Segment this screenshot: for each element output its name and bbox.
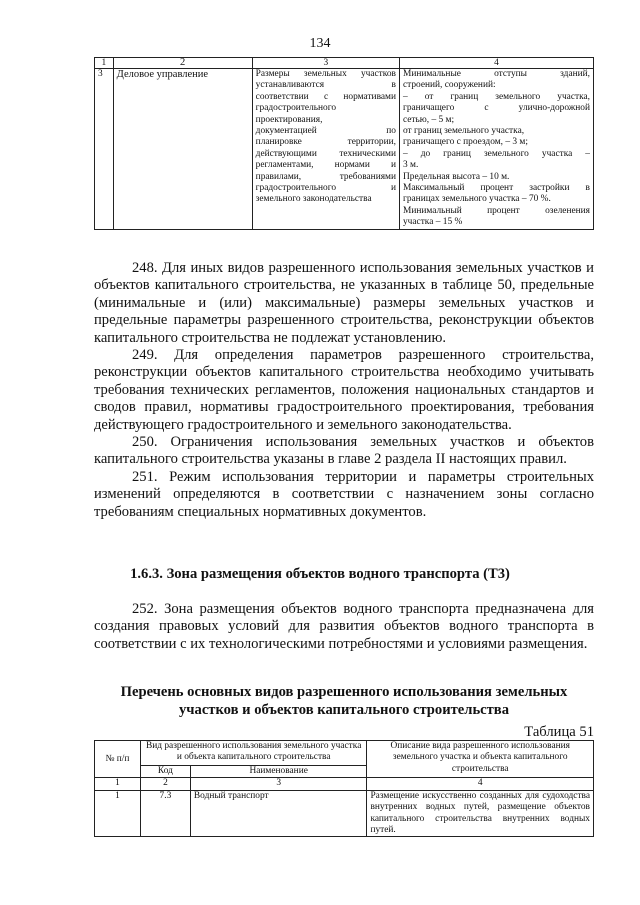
header-cell: 1 — [95, 58, 114, 69]
list-title — [94, 683, 594, 719]
text-line: – до границ земельного участка – — [402, 148, 590, 159]
table-row — [95, 790, 594, 837]
table-row — [95, 69, 594, 230]
row-number: 1 — [95, 790, 141, 837]
header-cell: 3 — [252, 58, 399, 69]
table-header-row — [95, 741, 594, 766]
land-size-rules — [252, 69, 399, 230]
text-line: действующими техническими — [255, 148, 396, 159]
use-description: Размещение искусственно созданных для судоходства внутренних водных путей, размещение объектов капитального строительства внутренних водных путей. — [367, 790, 594, 837]
header-name: Наименование — [190, 766, 367, 778]
text-line: строений, сооружений: — [402, 80, 496, 91]
text-line: 3 м. — [402, 160, 419, 171]
text-line: планировке территории, — [255, 137, 396, 148]
header-kind: Вид разрешенного использования земельного участка и объекта капитального строительства — [140, 741, 367, 766]
use-code: 7.3 — [140, 790, 190, 837]
table-51-label: Таблица 51 — [524, 724, 594, 740]
use-name: Деловое управление — [113, 69, 252, 230]
text-line: правилами, требованиями — [255, 171, 396, 182]
index-cell: 4 — [367, 778, 594, 790]
text-line: граничащего с проездом, – 3 м; — [402, 137, 528, 148]
header-cell: 4 — [399, 58, 593, 69]
index-cell: 3 — [190, 778, 367, 790]
text-line: регламентами, нормами и — [255, 160, 396, 171]
paragraph-252: 252. Зона размещения объектов водного транспорта предназначена для создания правовых условий для развития объектов водного транспорта в соответствии с их технологическими потребностями и условиями размещения. — [94, 601, 594, 652]
text-line: границах земельного участка – 70 %. — [402, 194, 551, 205]
text-line: Минимальные отступы зданий, — [402, 69, 590, 79]
index-cell: 1 — [95, 778, 141, 790]
table-header-row — [95, 58, 594, 69]
text-line: земельного законодательства — [255, 194, 372, 205]
index-cell: 2 — [140, 778, 190, 790]
use-name: Водный транспорт — [190, 790, 367, 837]
text-line: градостроительного и — [255, 183, 396, 194]
text-line: Предельная высота – 10 м. — [402, 171, 510, 182]
section-heading: 1.6.3. Зона размещения объектов водного транспорта (Т3) — [130, 566, 510, 582]
table-50 — [94, 57, 594, 230]
text-line: устанавливаются в — [255, 80, 396, 91]
text-line: градостроительного — [255, 103, 337, 114]
text-line: документацией по — [255, 126, 396, 137]
text-line: проектирования, — [255, 114, 323, 125]
header-cell: 2 — [113, 58, 252, 69]
list-title-line: Перечень основных видов разрешенного использования земельных — [120, 684, 568, 700]
text-line: от границ земельного участка, — [402, 126, 525, 137]
paragraph-248: 248. Для иных видов разрешенного использования земельных участков и объектов капитального строительства, не указанных в таблице 50, предельные (минимальные и (или) максимальные) размеры земельных участков и предельные параметры разрешенного строительства, реконструкции объектов капитального строительства не подлежат установлению. — [94, 260, 594, 346]
table-index-row — [95, 778, 594, 790]
text-line: сетью, – 5 м; — [402, 114, 455, 125]
row-number: 3 — [95, 69, 114, 230]
paragraph-250: 250. Ограничения использования земельных участков и объектов капитального строительства указаны в главе 2 раздела II настоящих правил. — [94, 434, 594, 468]
text-line: участка – 15 % — [402, 217, 463, 228]
text-line: граничащего с улично-дорожной — [402, 103, 590, 114]
header-desc: Описание вида разрешенного использования земельного участка и объекта капитального строительства — [367, 741, 594, 778]
paragraphs-block — [94, 260, 594, 521]
building-parameters — [399, 69, 593, 230]
table-51 — [94, 740, 594, 837]
text-line: соответствии с нормативами — [255, 91, 396, 102]
list-title-line: участков и объектов капитального строительства — [179, 702, 509, 718]
text-line: Минимальный процент озеленения — [402, 205, 590, 216]
text-line: Размеры земельных участков — [255, 69, 396, 79]
page-number: 134 — [309, 36, 331, 51]
paragraph-249: 249. Для определения параметров разрешенного строительства, реконструкции объектов капитального строительства необходимо учитывать требования технических регламентов, положения национальных стандартов и сводов правил, нормативы градостроительного проектирования, требования действующего градостроительного и земельного законодательства. — [94, 347, 594, 433]
paragraph-252-block — [94, 601, 594, 653]
text-line: Максимальный процент застройки в — [402, 183, 590, 194]
paragraph-251: 251. Режим использования территории и параметры строительных изменений определяются в соответствии с назначением зоны согласно требованиям специальных нормативных документов. — [94, 468, 594, 520]
header-code: Код — [140, 766, 190, 778]
header-num: № п/п — [95, 741, 141, 778]
text-line: – от границ земельного участка, — [402, 91, 590, 102]
